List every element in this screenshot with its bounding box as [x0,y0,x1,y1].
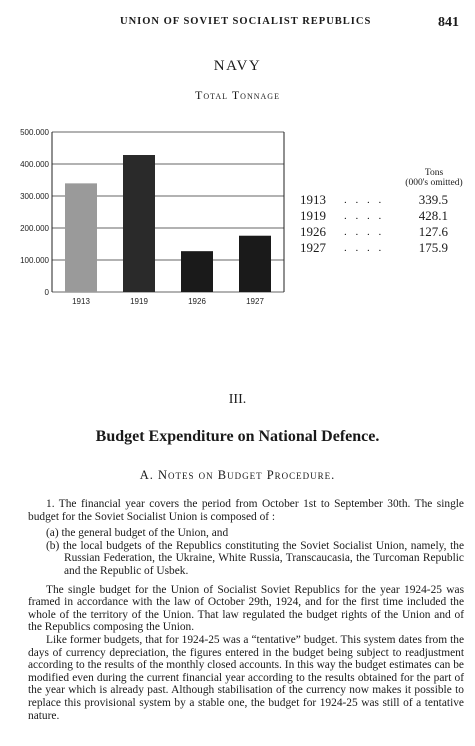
y-tick-label: 200.000 [20,224,49,233]
tons-row [300,208,448,224]
leader-dots: . . . . [344,226,385,238]
tons-unit-note: (000's omitted) [405,178,463,188]
bar-1927 [239,236,271,292]
y-tick-label: 0 [44,288,49,297]
page-header [0,16,475,36]
tons-value: 175.9 [418,240,448,255]
paragraph-1: 1. The financial year covers the period from October 1st to September 30th. The single budget for the Soviet Socialist Union is composed of : [28,498,464,523]
tons-year: 1913 [300,192,326,207]
tons-table-header [398,168,470,188]
bar-1913 [65,183,97,292]
x-tick-label: 1926 [188,297,206,306]
tons-row [300,192,448,208]
tons-row [300,240,448,256]
tons-year: 1926 [300,224,326,239]
chart-title: Total Tonnage [195,88,280,102]
y-tick-label: 300.000 [20,192,49,201]
section-title: NAVY [213,58,262,74]
y-tick-label: 500.000 [20,128,49,137]
body-text [28,498,464,722]
bar-1926 [181,251,213,292]
y-tick-label: 400.000 [20,160,49,169]
tons-year: 1919 [300,208,326,223]
tons-value: 127.6 [418,224,448,239]
tonnage-bar-chart [0,118,290,318]
bar-1919 [123,155,155,292]
x-tick-label: 1919 [130,297,148,306]
leader-dots: . . . . [344,242,385,254]
running-title: UNION OF SOVIET SOCIALIST REPUBLICS [120,16,372,27]
tons-year: 1927 [300,240,326,255]
tons-row [300,224,448,240]
tons-unit-label: Tons [424,168,444,178]
y-tick-label: 100.000 [20,256,49,265]
leader-dots: . . . . [344,194,385,206]
part-number: III. [228,392,247,407]
paragraph-3: Like former budgets, that for 1924-25 was a “tentative” budget. This system dates from the days of currency depreciation, the figures entered in the budget being subject to readjustment according to the results of the monthly closed accounts. In this way the budget estimates can be modified even during the current financial year according to the results obtained for the part of the year which is already past. Although stabilisation of the currency now makes it possible to replace this provisional system by a stable one, the budget for 1924-25 was still of a tentative nature. [28,633,464,722]
part-heading: Budget Expenditure on National Defence. [95,428,380,445]
list-item-a: (a) the general budget of the Union, and [46,527,229,540]
leader-dots: . . . . [344,210,385,222]
x-tick-label: 1913 [72,297,90,306]
paragraph-2: The single budget for the Union of Socialist Soviet Republics for the year 1924-25 was framed in accordance with the law of October 29th, 1924, and for the first time included the whole of the territory of the Union. That law regulated the budget rights of the Union and of the Republics composing the Union. [28,583,464,634]
tons-table [300,192,448,256]
list-item-b: (b) the local budgets of the Republics constituting the Soviet Socialist Union, namely, the Russian Federation, the Ukraine, White Russia, Transcaucasia, the Turcoman Republic and the Republic of Usbek. [46,539,464,577]
subsection-heading: A. Notes on Budget Procedure. [139,468,336,482]
page-number: 841 [438,15,459,30]
tons-value: 339.5 [418,192,448,207]
x-tick-label: 1927 [246,297,264,306]
tons-value: 428.1 [418,208,448,223]
